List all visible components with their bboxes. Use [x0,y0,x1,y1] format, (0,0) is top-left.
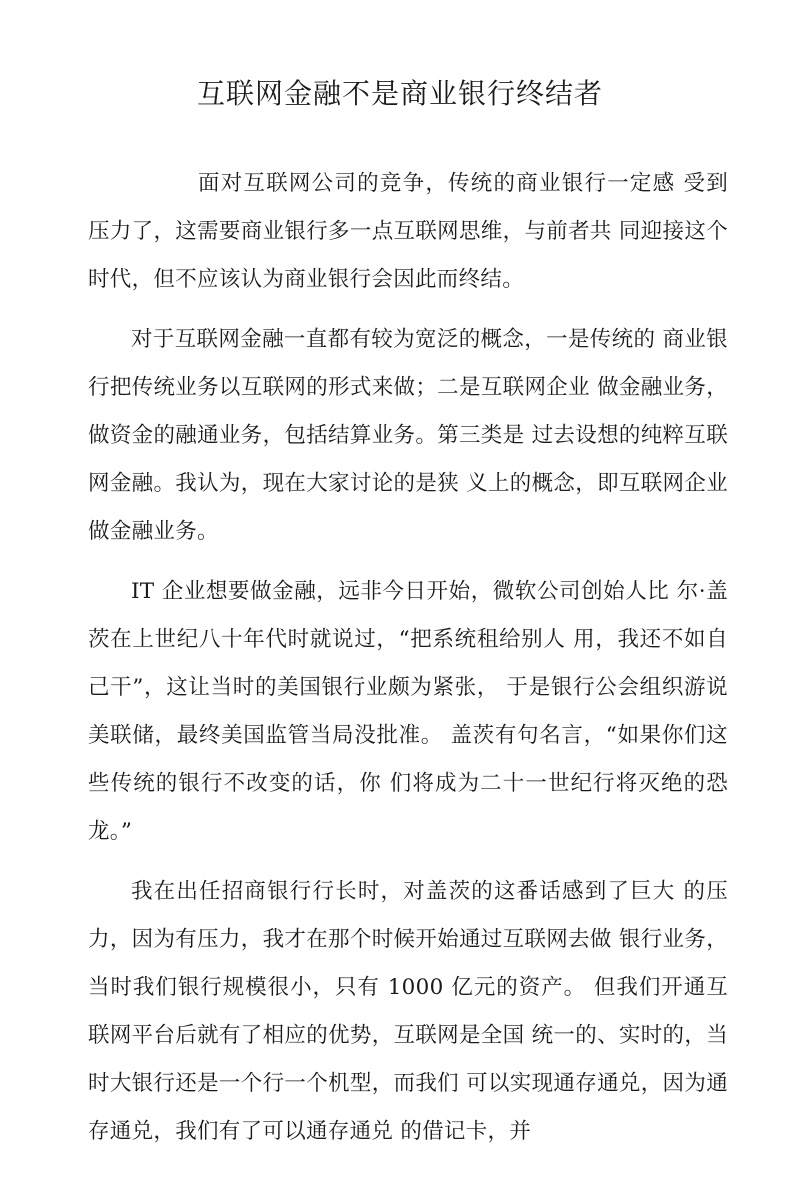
paragraph-1: 面对互联网公司的竞争，传统的商业银行一定感 受到压力了，这需要商业银行多一点互联网思维，与前者共 同迎接这个时代，但不应该认为商业银行会因此而终结。 [88,171,728,292]
paragraph-2: 对于互联网金融一直都有较为宽泛的概念，一是传统的 商业银行把传统业务以互联网的形式来做；二是互联网企业 做金融业务，做资金的融通业务，包括结算业务。第三类是 过去设想的纯粹互联网金融。我认为，现在大家讨论的是狭 义上的概念，即互联网企业做金融业务。 [88,327,728,544]
page-title: 互联网金融不是商业银行终结者 [196,77,603,110]
article-body [88,160,728,1156]
paragraph-3: IT 企业想要做金融，远非今日开始，微软公司创始人比 尔·盖茨在上世纪八十年代时就说过，“把系统租给别人 用，我还不如自己干”，这让当时的美国银行业颇为紧张， 于是银行公会组织游说美联储，最终美国监管当局没批准。 盖茨有句名言，“如果你们这些传统的银行不改变的话，你 们将成为二十一世纪行将灭绝的恐龙。” [88,579,728,844]
paragraph-4: 我在出任招商银行行长时，对盖茨的这番话感到了巨大 的压力，因为有压力，我才在那个时候开始通过互联网去做 银行业务，当时我们银行规模很小，只有 1000 亿元的资产。 但我们开通互联网平台后就有了相应的优势，互联网是全国 统一的、实时的，当时大银行还是一个行一个机型，而我们 可以实现通存通兑，因为通存通兑，我们有了可以通存通兑 的借记卡，并 [88,879,728,1144]
